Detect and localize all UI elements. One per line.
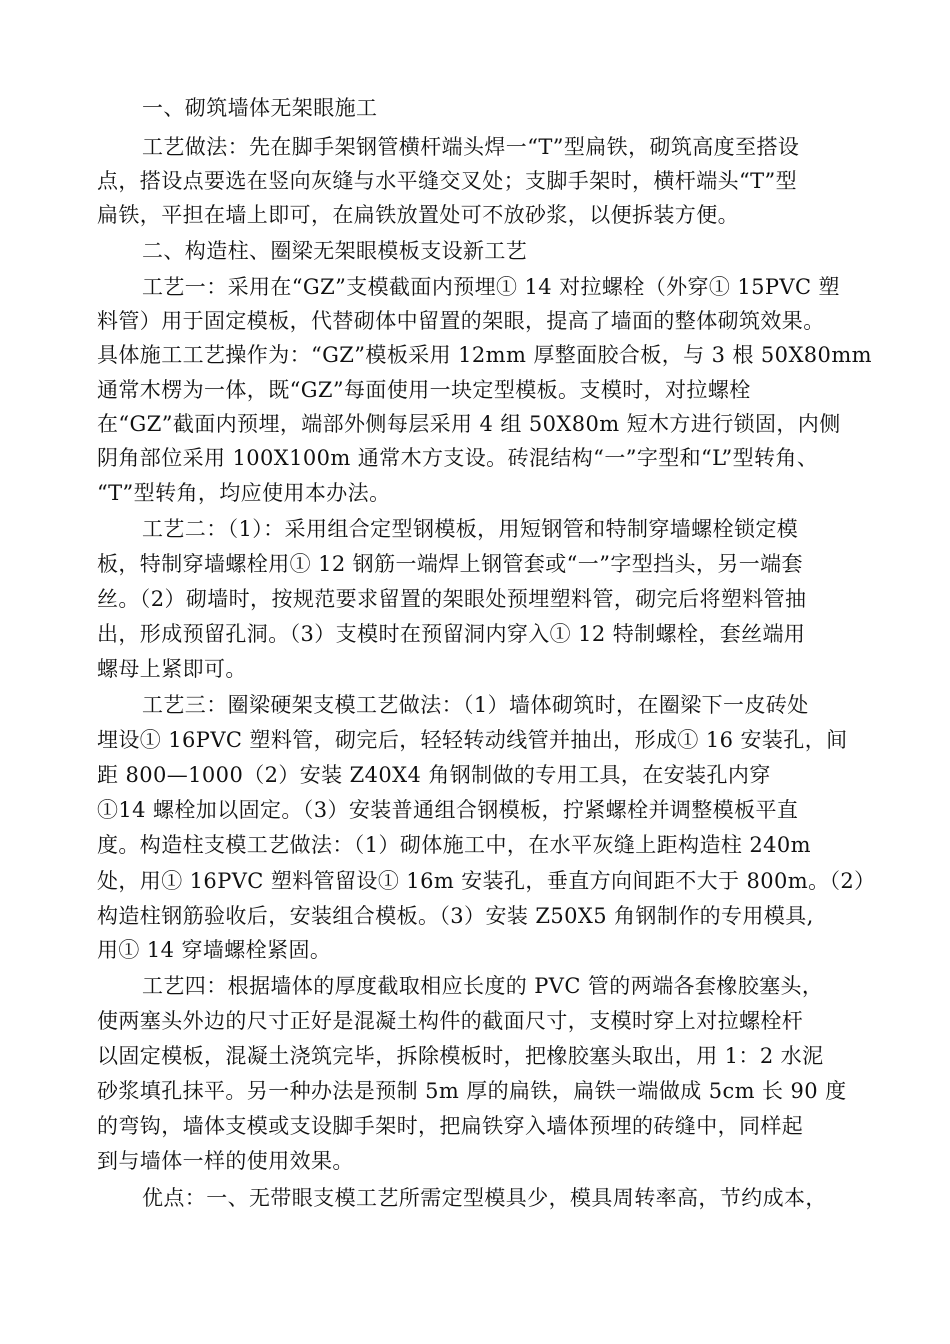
section-heading-1: 一、砌筑墙体无架眼施工 — [142, 96, 378, 120]
paragraph-line: 度。构造柱支模工艺做法：（1）砌体施工中，在水平灰缝上距构造柱 240m — [97, 833, 811, 857]
paragraph-line: “T”型转角，均应使用本办法。 — [97, 481, 391, 505]
paragraph-line: 砂浆填孔抹平。另一种办法是预制 5m 厚的扁铁，扁铁一端做成 5cm 长 90 度 — [97, 1079, 847, 1103]
paragraph-line: ①14 螺栓加以固定。（3）安装普通组合钢模板，拧紧螺栓并调整模板平直 — [97, 798, 799, 822]
paragraph-line: 工艺二：（1）：采用组合定型钢模板，用短钢管和特制穿墙螺栓锁定模 — [142, 517, 799, 541]
paragraph-line: 丝。（2）砌墙时，按规范要求留置的架眼处预埋塑料管，砌完后将塑料管抽 — [97, 587, 807, 611]
paragraph-line: 工艺四：根据墙体的厚度截取相应长度的 PVC 管的两端各套橡胶塞头， — [142, 974, 824, 998]
paragraph-line: 板，特制穿墙螺栓用① 12 钢筋一端焊上钢管套或“一”字型挡头，另一端套 — [97, 552, 803, 576]
paragraph-line: 工艺三：圈梁硬架支模工艺做法：（1）墙体砌筑时，在圈梁下一皮砖处 — [142, 693, 809, 717]
paragraph-line: 距 800—1000（2）安装 Z40X4 角钢制做的专用工具，在安装孔内穿 — [97, 763, 771, 787]
paragraph-line: 通常木楞为一体，既“GZ”每面使用一块定型模板。支模时，对拉螺栓 — [97, 378, 751, 402]
paragraph-line: 阴角部位采用 100X100m 通常木方支设。砖混结构“一”字型和“L”型转角、 — [97, 446, 819, 470]
paragraph-line: 处，用① 16PVC 塑料管留设① 16m 安装孔，垂直方向间距不大于 800m。（2） — [97, 869, 876, 893]
paragraph-line: 螺母上紧即可。 — [97, 657, 247, 681]
paragraph-line: 埋设① 16PVC 塑料管，砌完后，轻轻转动线管并抽出，形成① 16 安装孔，间 — [97, 728, 848, 752]
paragraph-line: 在“GZ”截面内预埋，端部外侧每层采用 4 组 50X80m 短木方进行锁固，内侧 — [97, 412, 841, 436]
paragraph-line: 使两塞头外边的尺寸正好是混凝土构件的截面尺寸，支模时穿上对拉螺栓杆 — [97, 1009, 804, 1033]
paragraph-line: 以固定模板，混凝土浇筑完毕，拆除模板时，把橡胶塞头取出，用 1：2 水泥 — [97, 1044, 824, 1068]
paragraph-line: 的弯钩，墙体支模或支设脚手架时，把扁铁穿入墙体预埋的砖缝中，同样起 — [97, 1114, 804, 1138]
paragraph-line: 料管）用于固定模板，代替砌体中留置的架眼，提高了墙面的整体砌筑效果。 — [97, 309, 825, 333]
paragraph-line: 工艺做法：先在脚手架钢管横杆端头焊一“T”型扁铁，砌筑高度至搭设 — [142, 135, 800, 159]
paragraph-line: 到与墙体一样的使用效果。 — [97, 1149, 354, 1173]
paragraph-line: 构造柱钢筋验收后，安装组合模板。（3）安装 Z50X5 角钢制作的专用模具, — [97, 904, 814, 928]
paragraph-line: 扁铁，平担在墙上即可，在扁铁放置处可不放砂浆，以便拆装方便。 — [97, 203, 739, 227]
paragraph-line: 具体施工工艺操作为：“GZ”模板采用 12mm 厚整面胶合板，与 3 根 50X80mm — [97, 343, 872, 367]
paragraph-line: 用① 14 穿墙螺栓紧固。 — [97, 938, 332, 962]
paragraph-line: 工艺一：采用在“GZ”支模截面内预埋① 14 对拉螺栓（外穿① 15PVC 塑 — [142, 275, 840, 299]
paragraph-line: 点，搭设点要选在竖向灰缝与水平缝交叉处；支脚手架时，横杆端头“T”型 — [97, 169, 798, 193]
section-heading-2: 二、构造柱、圈梁无架眼模板支设新工艺 — [142, 239, 528, 263]
paragraph-line: 出，形成预留孔洞。（3）支模时在预留洞内穿入① 12 特制螺栓，套丝端用 — [97, 622, 806, 646]
paragraph-line: 优点：一、无带眼支模工艺所需定型模具少，模具周转率高，节约成本， — [142, 1186, 827, 1210]
